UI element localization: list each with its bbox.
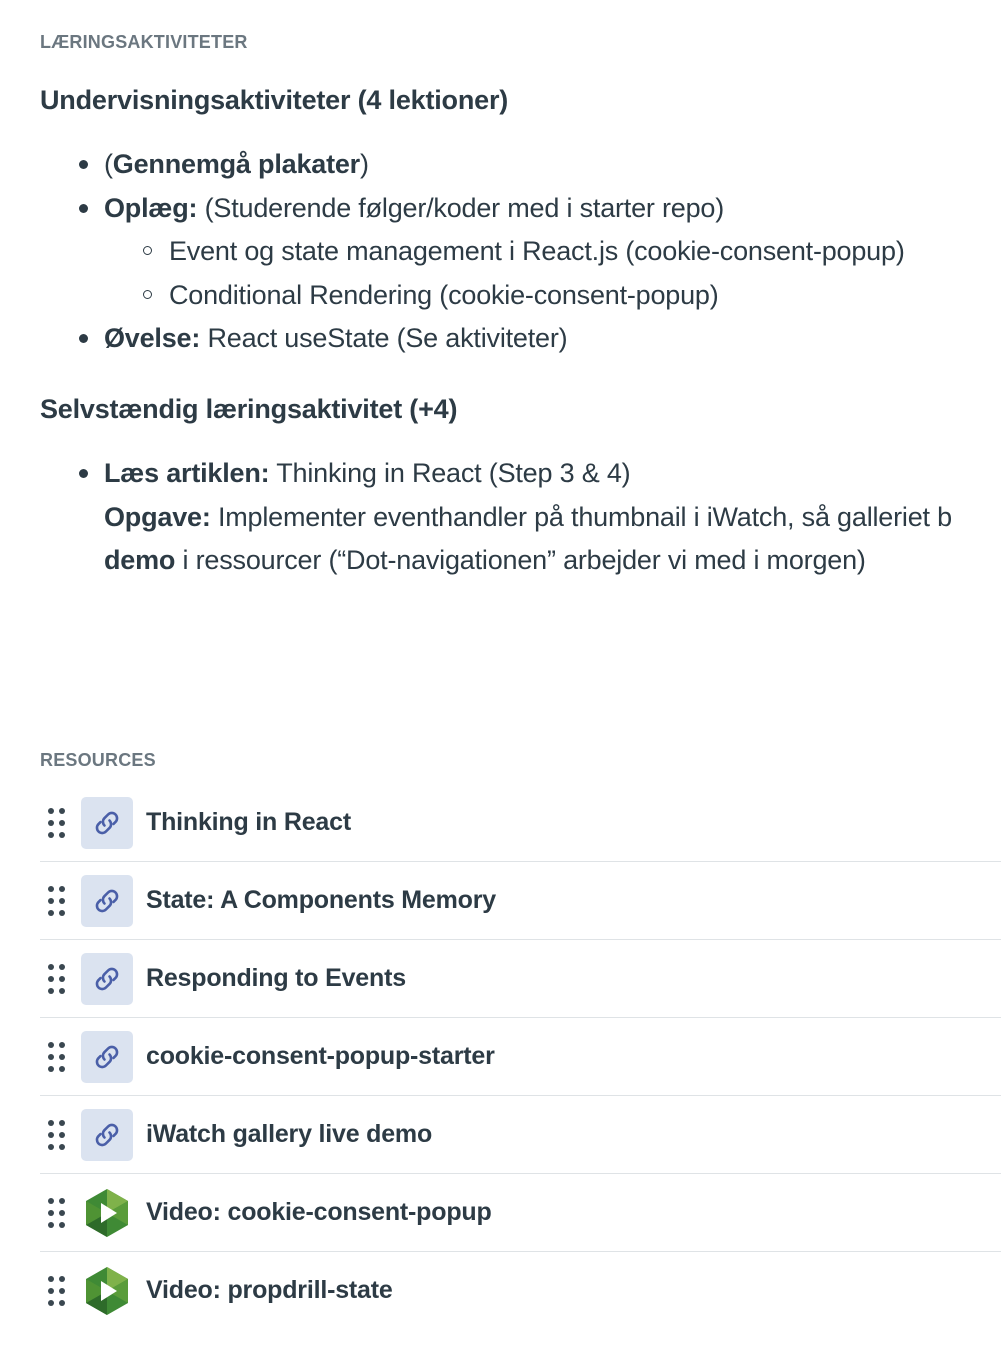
self-item-assignment-continuation: demo i ressourcer (“Dot-navigationen” arbejder vi med i morgen)	[104, 545, 866, 575]
video-play-icon	[81, 1187, 133, 1239]
bullet-ring	[143, 246, 152, 255]
video-play-icon	[81, 1265, 133, 1317]
link-icon	[81, 797, 133, 849]
resource-row-state-components-memory[interactable]	[40, 862, 1001, 940]
drag-handle-icon[interactable]	[48, 808, 68, 838]
teaching-item-presentation: Oplæg: (Studerende følger/koder med i starter repo)	[104, 191, 724, 225]
resource-title[interactable]: iWatch gallery live demo	[146, 1120, 433, 1148]
resource-title[interactable]: State: A Components Memory	[146, 886, 496, 914]
resource-row-cookie-consent-popup-starter[interactable]	[40, 1018, 1001, 1096]
drag-handle-icon[interactable]	[48, 1198, 68, 1228]
self-study-heading: Selvstændig læringsaktivitet (+4)	[40, 394, 458, 424]
self-item-assignment: Opgave: Implementer eventhandler på thumbnail i iWatch, så galleriet b	[104, 500, 1001, 534]
resource-row-video-cookie-consent-popup[interactable]	[40, 1174, 1001, 1252]
link-icon	[81, 1031, 133, 1083]
link-icon	[81, 875, 133, 927]
resources-section-label: RESOURCES	[40, 750, 156, 770]
resource-title[interactable]: Video: cookie-consent-popup	[146, 1198, 492, 1226]
bullet-dot	[79, 160, 88, 169]
resource-title[interactable]: Video: propdrill-state	[146, 1276, 393, 1304]
link-icon	[81, 953, 133, 1005]
teaching-item-review-posters: (Gennemgå plakater)	[104, 147, 369, 181]
drag-handle-icon[interactable]	[48, 1276, 68, 1306]
activities-section-label: LÆRINGSAKTIVITETER	[40, 32, 248, 52]
resource-title[interactable]: Thinking in React	[146, 808, 351, 836]
resource-title[interactable]: Responding to Events	[146, 964, 406, 992]
resource-row-iwatch-gallery-live-demo[interactable]	[40, 1096, 1001, 1174]
bullet-dot	[79, 334, 88, 343]
teaching-subitem-event-state: Event og state management i React.js (cookie-consent-popup)	[169, 234, 905, 268]
drag-handle-icon[interactable]	[48, 1042, 68, 1072]
bullet-dot	[79, 469, 88, 478]
drag-handle-icon[interactable]	[48, 1120, 68, 1150]
link-icon	[81, 1109, 133, 1161]
teaching-subitem-conditional-rendering: Conditional Rendering (cookie-consent-popup)	[169, 278, 719, 312]
drag-handle-icon[interactable]	[48, 886, 68, 916]
resource-title[interactable]: cookie-consent-popup-starter	[146, 1042, 495, 1070]
bullet-dot	[79, 204, 88, 213]
resource-row-video-propdrill-state[interactable]	[40, 1252, 1001, 1330]
resource-row-responding-to-events[interactable]	[40, 940, 1001, 1018]
teaching-activities-heading: Undervisningsaktiviteter (4 lektioner)	[40, 85, 509, 115]
self-item-read-article: Læs artiklen: Thinking in React (Step 3 & 4)	[104, 456, 630, 490]
teaching-item-exercise: Øvelse: React useState (Se aktiviteter)	[104, 321, 567, 355]
resource-row-thinking-in-react[interactable]	[40, 784, 1001, 862]
drag-handle-icon[interactable]	[48, 964, 68, 994]
bullet-ring	[143, 290, 152, 299]
resource-list	[40, 784, 1001, 1330]
